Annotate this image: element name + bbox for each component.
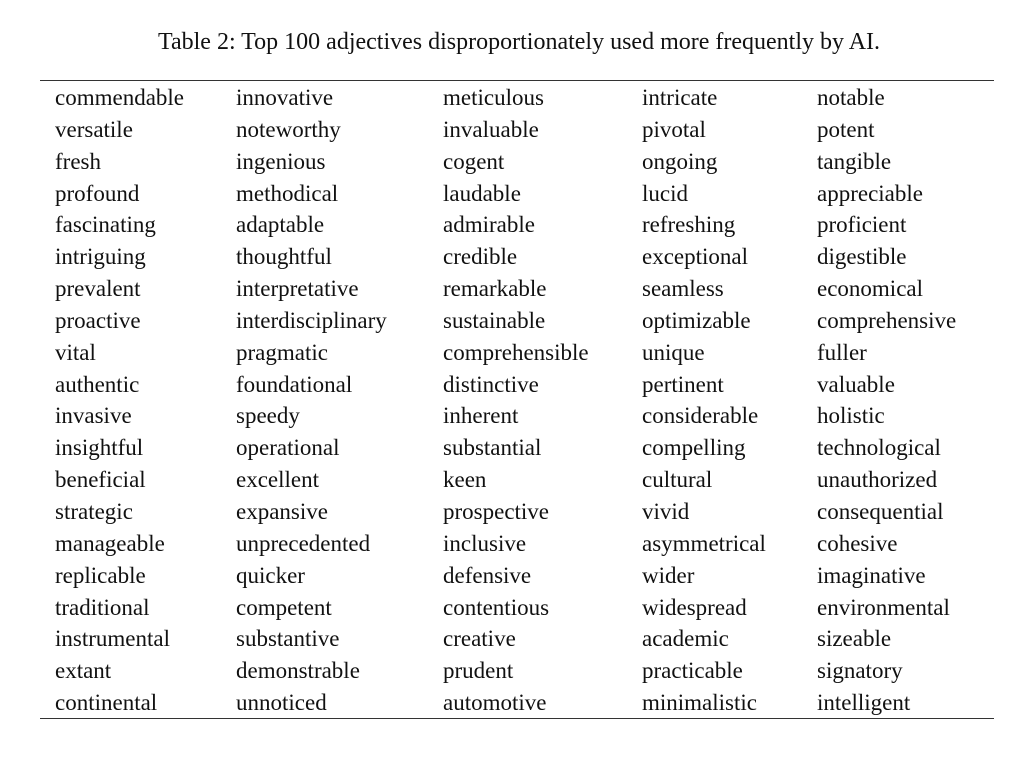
table-cell: strategic (55, 498, 133, 524)
table-cell: contentious (443, 594, 550, 620)
table-top-rule (40, 80, 994, 81)
table-cell: distinctive (443, 371, 539, 397)
table-cell: automotive (443, 690, 547, 716)
table-cell: adaptable (236, 212, 325, 238)
table-cell: meticulous (443, 85, 544, 110)
table-cell: notable (817, 85, 885, 110)
table-cell: replicable (55, 562, 146, 588)
table-cell: commendable (55, 85, 185, 110)
table-cell: considerable (642, 403, 759, 429)
table-cell: intriguing (55, 244, 146, 270)
table-cell: holistic (817, 403, 885, 429)
table-cell: authentic (55, 371, 140, 397)
table-cell: digestible (817, 244, 907, 270)
table-cell: practicable (642, 658, 743, 684)
table-cell: cogent (443, 148, 505, 174)
table-cell: ongoing (642, 148, 718, 174)
table-cell: ingenious (236, 148, 326, 174)
table-cell: thoughtful (236, 244, 332, 270)
table-cell: laudable (443, 180, 521, 206)
table-cell: substantial (443, 435, 542, 461)
table-cell: asymmetrical (642, 530, 766, 556)
table-cell: potent (817, 116, 875, 142)
table-column-3 (443, 82, 589, 719)
table-cell: unique (642, 339, 705, 365)
table-cell: innovative (236, 85, 334, 110)
table-cell: versatile (55, 116, 133, 142)
table-cell: methodical (236, 180, 339, 206)
table-cell: cultural (642, 467, 713, 493)
table-cell: pivotal (642, 116, 706, 142)
table-cell: wider (642, 562, 695, 588)
table-cell: sustainable (443, 307, 546, 333)
table-caption: Table 2: Top 100 adjectives disproportionately used more frequently by AI. (157, 29, 881, 55)
table-cell: foundational (236, 371, 353, 397)
table-cell: interpretative (236, 276, 359, 302)
adjectives-table (0, 82, 1028, 718)
table-cell: lucid (642, 180, 688, 206)
table-cell: unprecedented (236, 530, 371, 556)
table-column-2 (236, 82, 387, 719)
table-cell: comprehensive (817, 307, 957, 333)
table-cell: vital (55, 339, 96, 365)
table-cell: demonstrable (236, 658, 360, 684)
table-cell: pertinent (642, 371, 724, 397)
table-cell: insightful (55, 435, 144, 461)
table-cell: intelligent (817, 690, 911, 716)
table-cell: seamless (642, 276, 724, 302)
table-cell: extant (55, 658, 112, 684)
table-cell: sizeable (817, 626, 892, 652)
table-cell: prevalent (55, 276, 141, 302)
table-cell: environmental (817, 594, 950, 620)
table-cell: admirable (443, 212, 535, 238)
table-cell: compelling (642, 435, 746, 461)
table-cell: fuller (817, 339, 867, 365)
table-cell: unauthorized (817, 467, 938, 493)
table-cell: continental (55, 690, 158, 716)
table-column-5 (817, 82, 956, 719)
table-cell: operational (236, 435, 340, 461)
table-cell: credible (443, 244, 518, 270)
table-cell: manageable (55, 530, 165, 556)
table-cell: prospective (443, 498, 550, 524)
table-cell: imaginative (817, 562, 926, 588)
table-cell: keen (443, 467, 487, 493)
table-cell: appreciable (817, 180, 923, 206)
table-cell: profound (55, 180, 140, 206)
table-cell: vivid (642, 498, 690, 524)
table-cell: optimizable (642, 307, 751, 333)
table-cell: prudent (443, 658, 514, 684)
table-cell: speedy (236, 403, 300, 429)
table-cell: fascinating (55, 212, 156, 238)
table-cell: intricate (642, 85, 718, 110)
table-cell: signatory (817, 658, 903, 684)
table-cell: competent (236, 594, 332, 620)
table-cell: traditional (55, 594, 150, 620)
table-cell: exceptional (642, 244, 749, 270)
table-cell: minimalistic (642, 690, 757, 716)
table-cell: beneficial (55, 467, 146, 493)
table-cell: substantive (236, 626, 340, 652)
table-cell: economical (817, 276, 924, 302)
table-column-4 (642, 82, 766, 719)
table-cell: pragmatic (236, 339, 328, 365)
table-cell: remarkable (443, 276, 547, 302)
table-cell: technological (817, 435, 941, 461)
table-cell: proficient (817, 212, 907, 238)
table-cell: excellent (236, 467, 320, 493)
table-cell: refreshing (642, 212, 736, 238)
table-cell: instrumental (55, 626, 170, 652)
table-cell: defensive (443, 562, 532, 588)
table-cell: widespread (642, 594, 747, 620)
table-cell: inclusive (443, 530, 527, 556)
table-cell: valuable (817, 371, 895, 397)
table-cell: invaluable (443, 116, 539, 142)
table-cell: unnoticed (236, 690, 327, 716)
table-cell: expansive (236, 498, 328, 524)
table-cell: comprehensible (443, 339, 589, 365)
table-cell: noteworthy (236, 116, 341, 142)
table-cell: proactive (55, 307, 141, 333)
table-cell: tangible (817, 148, 892, 174)
table-cell: academic (642, 626, 729, 652)
table-cell: invasive (55, 403, 132, 429)
table-cell: interdisciplinary (236, 307, 387, 333)
table-column-1 (55, 82, 184, 719)
table-cell: cohesive (817, 530, 898, 556)
table-cell: fresh (55, 148, 101, 174)
table-cell: inherent (443, 403, 519, 429)
table-cell: consequential (817, 498, 944, 524)
table-bottom-rule (40, 718, 994, 719)
table-cell: quicker (236, 562, 305, 588)
table-cell: creative (443, 626, 516, 652)
